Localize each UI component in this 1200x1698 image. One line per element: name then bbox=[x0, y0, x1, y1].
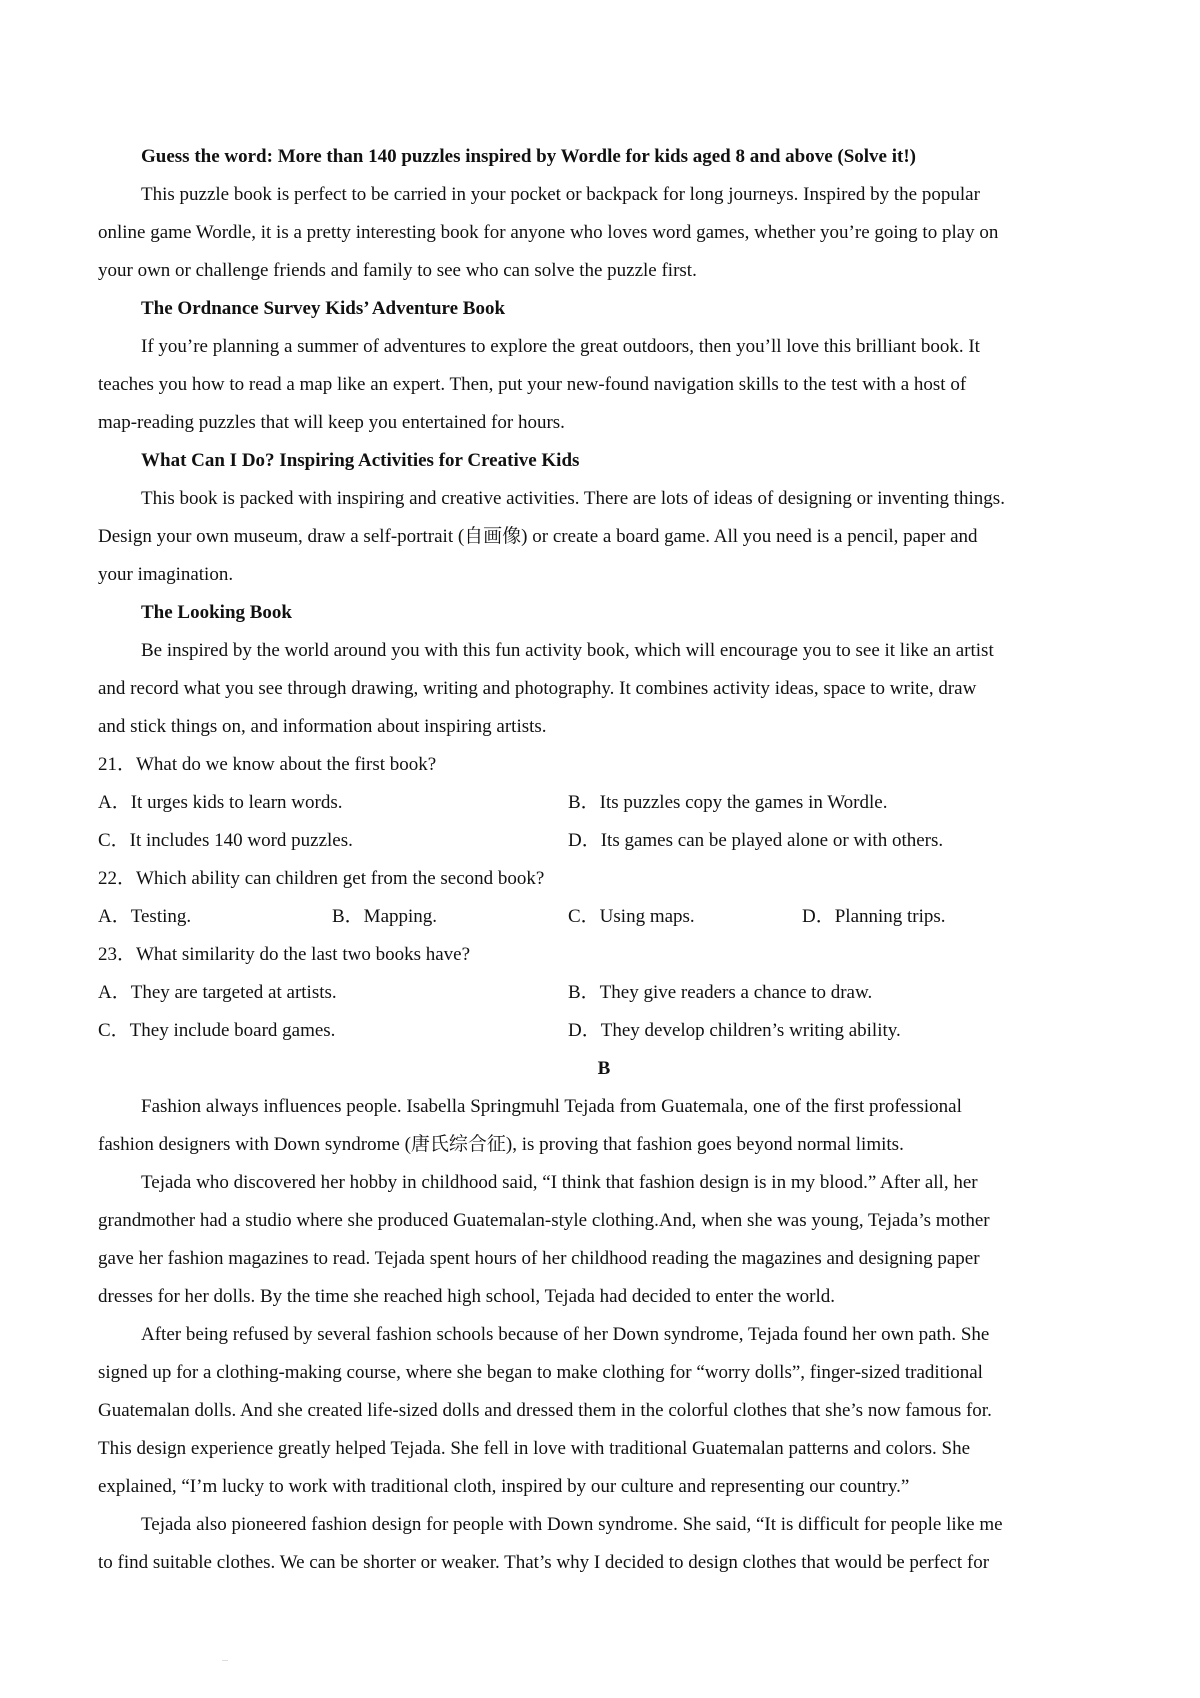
question-21-options-row-2 bbox=[98, 822, 1110, 860]
book-1-title: Guess the word: More than 140 puzzles inspired by Wordle for kids aged 8 and above (Solve it!) bbox=[141, 146, 917, 167]
passage-b-line: to find suitable clothes. We can be shorter or weaker. That’s why I decided to design clothes that would be perfect for bbox=[98, 1552, 990, 1573]
question-21-options-row-1 bbox=[98, 784, 1110, 822]
question-23-stem: 23．What similarity do the last two books have? bbox=[98, 944, 471, 965]
question-23-option-b[interactable]: B．They give readers a chance to draw. bbox=[568, 982, 873, 1003]
exam-page bbox=[98, 138, 1110, 1582]
question-22-option-d[interactable]: D．Planning trips. bbox=[802, 906, 946, 927]
question-23-option-c[interactable]: C．They include board games. bbox=[98, 1020, 336, 1041]
book-1-text-line: online game Wordle, it is a pretty interesting book for anyone who loves word games, whether you’re going to play on bbox=[98, 222, 999, 243]
book-2-text-line: If you’re planning a summer of adventures to explore the great outdoors, then you’ll love this brilliant book. It bbox=[141, 336, 980, 357]
book-3-text-line: This book is packed with inspiring and creative activities. There are lots of ideas of designing or inventing things. bbox=[141, 488, 1005, 509]
passage-b-line: This design experience greatly helped Tejada. She fell in love with traditional Guatemalan patterns and colors. She bbox=[98, 1438, 971, 1459]
question-22-option-c[interactable]: C．Using maps. bbox=[568, 906, 695, 927]
question-23-option-d[interactable]: D．They develop children’s writing ability. bbox=[568, 1020, 901, 1041]
question-22-option-a[interactable]: A．Testing. bbox=[98, 906, 192, 927]
book-4-text-line: Be inspired by the world around you with this fun activity book, which will encourage you to see it like an artist bbox=[141, 640, 994, 661]
book-2-text-line: map-reading puzzles that will keep you entertained for hours. bbox=[98, 412, 565, 433]
passage-b-line: explained, “I’m lucky to work with traditional cloth, inspired by our culture and representing our country.” bbox=[98, 1476, 910, 1497]
question-21-stem: 21．What do we know about the first book? bbox=[98, 754, 437, 775]
question-22-stem: 22．Which ability can children get from the second book? bbox=[98, 868, 545, 889]
question-23-options-row-2 bbox=[98, 1012, 1110, 1050]
book-1-text-line: your own or challenge friends and family to see who can solve the puzzle first. bbox=[98, 260, 697, 281]
passage-b-line: signed up for a clothing-making course, where she began to make clothing for “worry dolls”, finger-sized traditional bbox=[98, 1362, 983, 1383]
book-4-text-line: and stick things on, and information about inspiring artists. bbox=[98, 716, 547, 737]
passage-b-line: gave her fashion magazines to read. Tejada spent hours of her childhood reading the magazines and designing paper bbox=[98, 1248, 980, 1269]
question-21-option-c[interactable]: C．It includes 140 word puzzles. bbox=[98, 830, 353, 851]
book-3-title: What Can I Do? Inspiring Activities for Creative Kids bbox=[141, 450, 580, 471]
book-4-text-line: and record what you see through drawing, writing and photography. It combines activity ideas, space to write, draw bbox=[98, 678, 977, 699]
book-3-text-line: your imagination. bbox=[98, 564, 234, 585]
book-1-text-line: This puzzle book is perfect to be carried in your pocket or backpack for long journeys. Inspired by the popular bbox=[141, 184, 980, 205]
question-22-options-row bbox=[98, 898, 1110, 936]
question-21-option-d[interactable]: D．Its games can be played alone or with others. bbox=[568, 830, 944, 851]
question-22-option-b[interactable]: B．Mapping. bbox=[332, 906, 438, 927]
question-21-option-a[interactable]: A．It urges kids to learn words. bbox=[98, 792, 343, 813]
passage-b-line: dresses for her dolls. By the time she reached high school, Tejada had decided to enter the world. bbox=[98, 1286, 835, 1307]
section-b-heading: B bbox=[597, 1058, 611, 1079]
passage-b-line: fashion designers with Down syndrome (唐氏综合征), is proving that fashion goes beyond normal limits. bbox=[98, 1134, 904, 1155]
book-2-title: The Ordnance Survey Kids’ Adventure Book bbox=[141, 298, 506, 319]
page-footer-mark bbox=[222, 1660, 228, 1661]
passage-b-line: Tejada also pioneered fashion design for people with Down syndrome. She said, “It is difficult for people like me bbox=[141, 1514, 1003, 1535]
question-23-option-a[interactable]: A．They are targeted at artists. bbox=[98, 982, 337, 1003]
question-23-options-row-1 bbox=[98, 974, 1110, 1012]
passage-b-line: Tejada who discovered her hobby in childhood said, “I think that fashion design is in my blood.” After all, her bbox=[141, 1172, 978, 1193]
book-4-title: The Looking Book bbox=[141, 602, 292, 623]
passage-b-line: grandmother had a studio where she produced Guatemalan-style clothing.And, when she was young, Tejada’s mother bbox=[98, 1210, 990, 1231]
passage-b-line: After being refused by several fashion schools because of her Down syndrome, Tejada found her own path. She bbox=[141, 1324, 990, 1345]
book-3-text-line: Design your own museum, draw a self-portrait (自画像) or create a board game. All you need is a pencil, paper and bbox=[98, 526, 978, 547]
question-21-option-b[interactable]: B．Its puzzles copy the games in Wordle. bbox=[568, 792, 888, 813]
passage-b-line: Guatemalan dolls. And she created life-sized dolls and dressed them in the colorful clothes that she’s now famous for. bbox=[98, 1400, 992, 1421]
passage-b-line: Fashion always influences people. Isabella Springmuhl Tejada from Guatemala, one of the first professional bbox=[141, 1096, 962, 1117]
book-2-text-line: teaches you how to read a map like an expert. Then, put your new-found navigation skills to the test with a host of bbox=[98, 374, 967, 395]
